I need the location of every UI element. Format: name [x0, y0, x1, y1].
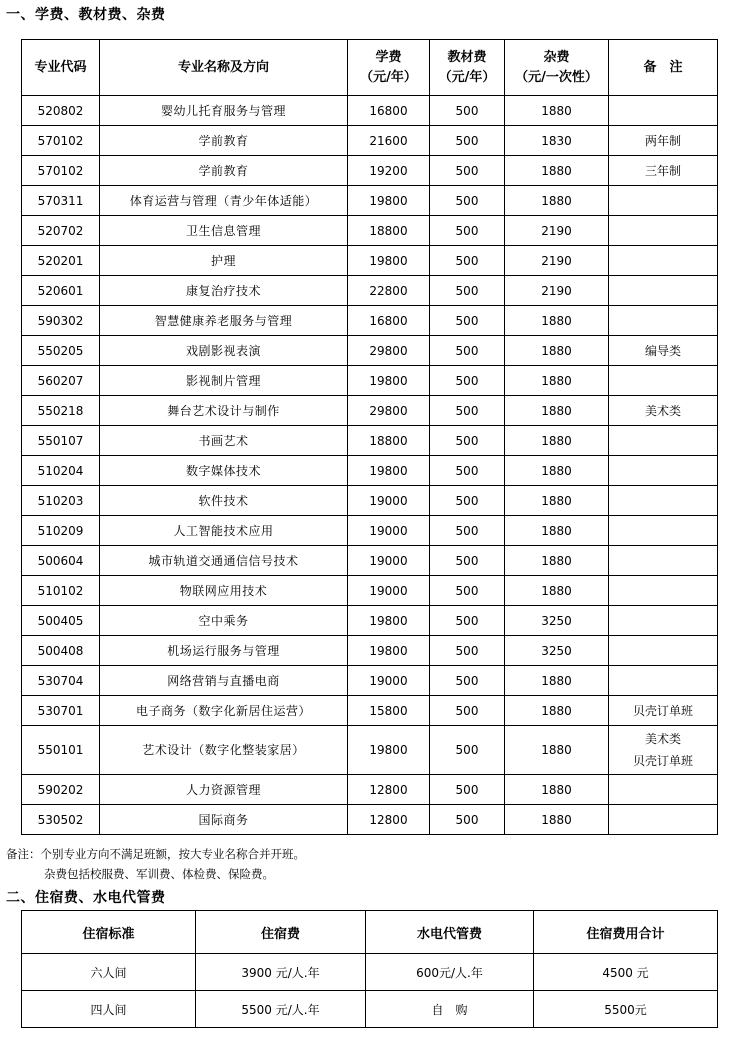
cell-name: 戏剧影视表演	[100, 336, 348, 366]
cell-textbook: 500	[430, 156, 505, 186]
fee-table	[21, 39, 718, 835]
cell-misc: 1880	[505, 805, 609, 835]
table-row	[22, 246, 718, 276]
cell-misc: 1880	[505, 666, 609, 696]
cell-tuition: 29800	[348, 396, 430, 426]
cell-remark: 两年制	[609, 126, 718, 156]
cell-code: 550101	[22, 726, 100, 775]
cell-remark	[609, 366, 718, 396]
cell-misc: 1880	[505, 336, 609, 366]
cell-code: 510203	[22, 486, 100, 516]
header-dorm-standard: 住宿标准	[22, 911, 196, 954]
table-row	[22, 186, 718, 216]
table-row	[22, 276, 718, 306]
section-1-title: 一、学费、教材费、杂费	[6, 7, 166, 23]
cell-tuition: 19000	[348, 516, 430, 546]
header-tuition: 学费 （元/年）	[348, 40, 430, 96]
cell-misc: 1880	[505, 775, 609, 805]
cell-code: 530701	[22, 696, 100, 726]
cell-misc: 1880	[505, 426, 609, 456]
cell-tuition: 19800	[348, 366, 430, 396]
table-row	[22, 396, 718, 426]
cell-dorm-total: 4500 元	[534, 954, 718, 991]
header-name: 专业名称及方向	[100, 40, 348, 96]
cell-textbook: 500	[430, 516, 505, 546]
cell-name: 机场运行服务与管理	[100, 636, 348, 666]
cell-misc: 1880	[505, 366, 609, 396]
table-row	[22, 576, 718, 606]
cell-remark: 三年制	[609, 156, 718, 186]
cell-textbook: 500	[430, 456, 505, 486]
cell-tuition: 22800	[348, 276, 430, 306]
cell-remark	[609, 576, 718, 606]
cell-code: 500405	[22, 606, 100, 636]
cell-code: 510209	[22, 516, 100, 546]
cell-name: 电子商务（数字化新居住运营）	[100, 696, 348, 726]
cell-textbook: 500	[430, 306, 505, 336]
cell-misc: 2190	[505, 246, 609, 276]
cell-code: 530502	[22, 805, 100, 835]
cell-code: 550218	[22, 396, 100, 426]
cell-name: 艺术设计（数字化整装家居）	[100, 726, 348, 775]
table-row	[22, 306, 718, 336]
header-utility-fee: 水电代管费	[366, 911, 534, 954]
header-code: 专业代码	[22, 40, 100, 96]
cell-tuition: 19000	[348, 576, 430, 606]
cell-name: 体育运营与管理（青少年体适能）	[100, 186, 348, 216]
table-row	[22, 696, 718, 726]
cell-remark	[609, 775, 718, 805]
cell-misc: 1880	[505, 546, 609, 576]
table-row	[22, 606, 718, 636]
section-2-title: 二、住宿费、水电代管费	[6, 890, 166, 906]
cell-misc: 2190	[505, 276, 609, 306]
cell-misc: 1830	[505, 126, 609, 156]
table-row	[22, 216, 718, 246]
cell-name: 婴幼儿托育服务与管理	[100, 96, 348, 126]
header-remark: 备 注	[609, 40, 718, 96]
cell-tuition: 19800	[348, 246, 430, 276]
cell-name: 城市轨道交通通信信号技术	[100, 546, 348, 576]
cell-remark: 贝壳订单班	[609, 696, 718, 726]
cell-tuition: 16800	[348, 306, 430, 336]
cell-name: 人力资源管理	[100, 775, 348, 805]
cell-tuition: 15800	[348, 696, 430, 726]
cell-textbook: 500	[430, 426, 505, 456]
cell-remark	[609, 606, 718, 636]
cell-misc: 1880	[505, 156, 609, 186]
table-row	[22, 726, 718, 775]
table-row	[22, 156, 718, 186]
cell-code: 550107	[22, 426, 100, 456]
cell-code: 520802	[22, 96, 100, 126]
cell-code: 520702	[22, 216, 100, 246]
cell-code: 560207	[22, 366, 100, 396]
cell-misc: 3250	[505, 606, 609, 636]
header-misc: 杂费 （元/一次性）	[505, 40, 609, 96]
cell-tuition: 19000	[348, 546, 430, 576]
cell-code: 520201	[22, 246, 100, 276]
cell-name: 人工智能技术应用	[100, 516, 348, 546]
fee-table-header-row	[22, 40, 718, 96]
table-row	[22, 805, 718, 835]
cell-tuition: 16800	[348, 96, 430, 126]
cell-remark: 美术类	[609, 396, 718, 426]
cell-name: 影视制片管理	[100, 366, 348, 396]
header-dorm-fee: 住宿费	[196, 911, 366, 954]
cell-remark	[609, 186, 718, 216]
cell-name: 学前教育	[100, 126, 348, 156]
cell-remark	[609, 246, 718, 276]
cell-textbook: 500	[430, 696, 505, 726]
cell-dorm-standard: 四人间	[22, 991, 196, 1028]
cell-dorm-fee: 3900 元/人.年	[196, 954, 366, 991]
cell-remark	[609, 426, 718, 456]
cell-name: 智慧健康养老服务与管理	[100, 306, 348, 336]
table-row	[22, 636, 718, 666]
cell-remark	[609, 805, 718, 835]
cell-code: 550205	[22, 336, 100, 366]
cell-tuition: 18800	[348, 426, 430, 456]
table-row	[22, 516, 718, 546]
cell-code: 590202	[22, 775, 100, 805]
cell-misc: 1880	[505, 486, 609, 516]
cell-textbook: 500	[430, 366, 505, 396]
table-row	[22, 486, 718, 516]
cell-code: 500604	[22, 546, 100, 576]
cell-textbook: 500	[430, 775, 505, 805]
table-row	[22, 366, 718, 396]
cell-code: 530704	[22, 666, 100, 696]
cell-name: 数字媒体技术	[100, 456, 348, 486]
header-textbook: 教材费 （元/年）	[430, 40, 505, 96]
cell-misc: 1880	[505, 306, 609, 336]
cell-tuition: 19800	[348, 606, 430, 636]
cell-textbook: 500	[430, 276, 505, 306]
table-row	[22, 546, 718, 576]
cell-dorm-total: 5500元	[534, 991, 718, 1028]
cell-tuition: 18800	[348, 216, 430, 246]
cell-remark	[609, 516, 718, 546]
dorm-table	[21, 910, 718, 1028]
table-row	[22, 456, 718, 486]
cell-tuition: 12800	[348, 775, 430, 805]
cell-tuition: 21600	[348, 126, 430, 156]
cell-misc: 1880	[505, 396, 609, 426]
cell-misc: 2190	[505, 216, 609, 246]
header-dorm-total: 住宿费用合计	[534, 911, 718, 954]
cell-name: 舞台艺术设计与制作	[100, 396, 348, 426]
cell-textbook: 500	[430, 96, 505, 126]
cell-dorm-fee: 5500 元/人.年	[196, 991, 366, 1028]
cell-remark	[609, 306, 718, 336]
cell-name: 软件技术	[100, 486, 348, 516]
cell-code: 500408	[22, 636, 100, 666]
cell-textbook: 500	[430, 606, 505, 636]
cell-remark	[609, 216, 718, 246]
cell-name: 国际商务	[100, 805, 348, 835]
table-row	[22, 336, 718, 366]
cell-tuition: 19800	[348, 186, 430, 216]
cell-textbook: 500	[430, 186, 505, 216]
cell-remark: 美术类 贝壳订单班	[609, 726, 718, 775]
cell-remark	[609, 486, 718, 516]
cell-textbook: 500	[430, 636, 505, 666]
cell-remark	[609, 456, 718, 486]
cell-name: 网络营销与直播电商	[100, 666, 348, 696]
cell-code: 570311	[22, 186, 100, 216]
cell-tuition: 19800	[348, 456, 430, 486]
cell-misc: 1880	[505, 726, 609, 775]
cell-textbook: 500	[430, 216, 505, 246]
cell-tuition: 19800	[348, 636, 430, 666]
cell-name: 卫生信息管理	[100, 216, 348, 246]
cell-textbook: 500	[430, 726, 505, 775]
table-row	[22, 666, 718, 696]
cell-misc: 1880	[505, 456, 609, 486]
cell-code: 520601	[22, 276, 100, 306]
cell-code: 570102	[22, 126, 100, 156]
cell-name: 学前教育	[100, 156, 348, 186]
cell-utility-fee: 自 购	[366, 991, 534, 1028]
table-row	[22, 775, 718, 805]
cell-tuition: 19000	[348, 486, 430, 516]
cell-tuition: 19000	[348, 666, 430, 696]
table-row	[22, 991, 718, 1028]
cell-misc: 1880	[505, 576, 609, 606]
cell-textbook: 500	[430, 546, 505, 576]
cell-code: 510102	[22, 576, 100, 606]
cell-remark	[609, 546, 718, 576]
cell-utility-fee: 600元/人.年	[366, 954, 534, 991]
cell-name: 空中乘务	[100, 606, 348, 636]
cell-misc: 1880	[505, 516, 609, 546]
cell-textbook: 500	[430, 336, 505, 366]
cell-name: 康复治疗技术	[100, 276, 348, 306]
cell-textbook: 500	[430, 576, 505, 606]
cell-name: 物联网应用技术	[100, 576, 348, 606]
cell-textbook: 500	[430, 805, 505, 835]
cell-textbook: 500	[430, 486, 505, 516]
cell-misc: 1880	[505, 696, 609, 726]
cell-code: 590302	[22, 306, 100, 336]
table-row	[22, 126, 718, 156]
cell-name: 书画艺术	[100, 426, 348, 456]
table-row	[22, 954, 718, 991]
cell-remark	[609, 96, 718, 126]
cell-remark	[609, 666, 718, 696]
cell-tuition: 19200	[348, 156, 430, 186]
cell-textbook: 500	[430, 666, 505, 696]
cell-code: 570102	[22, 156, 100, 186]
cell-textbook: 500	[430, 246, 505, 276]
dorm-table-header-row	[22, 911, 718, 954]
cell-tuition: 29800	[348, 336, 430, 366]
table-row	[22, 96, 718, 126]
note-line-2: 杂费包括校服费、军训费、体检费、保险费。	[44, 867, 274, 881]
cell-name: 护理	[100, 246, 348, 276]
cell-remark	[609, 636, 718, 666]
cell-textbook: 500	[430, 396, 505, 426]
cell-textbook: 500	[430, 126, 505, 156]
cell-misc: 3250	[505, 636, 609, 666]
cell-remark: 编导类	[609, 336, 718, 366]
cell-misc: 1880	[505, 186, 609, 216]
cell-dorm-standard: 六人间	[22, 954, 196, 991]
cell-code: 510204	[22, 456, 100, 486]
cell-tuition: 12800	[348, 805, 430, 835]
table-row	[22, 426, 718, 456]
cell-tuition: 19800	[348, 726, 430, 775]
note-line-1: 备注：个别专业方向不满足班额，按大专业名称合并开班。	[6, 847, 305, 861]
cell-misc: 1880	[505, 96, 609, 126]
cell-remark	[609, 276, 718, 306]
